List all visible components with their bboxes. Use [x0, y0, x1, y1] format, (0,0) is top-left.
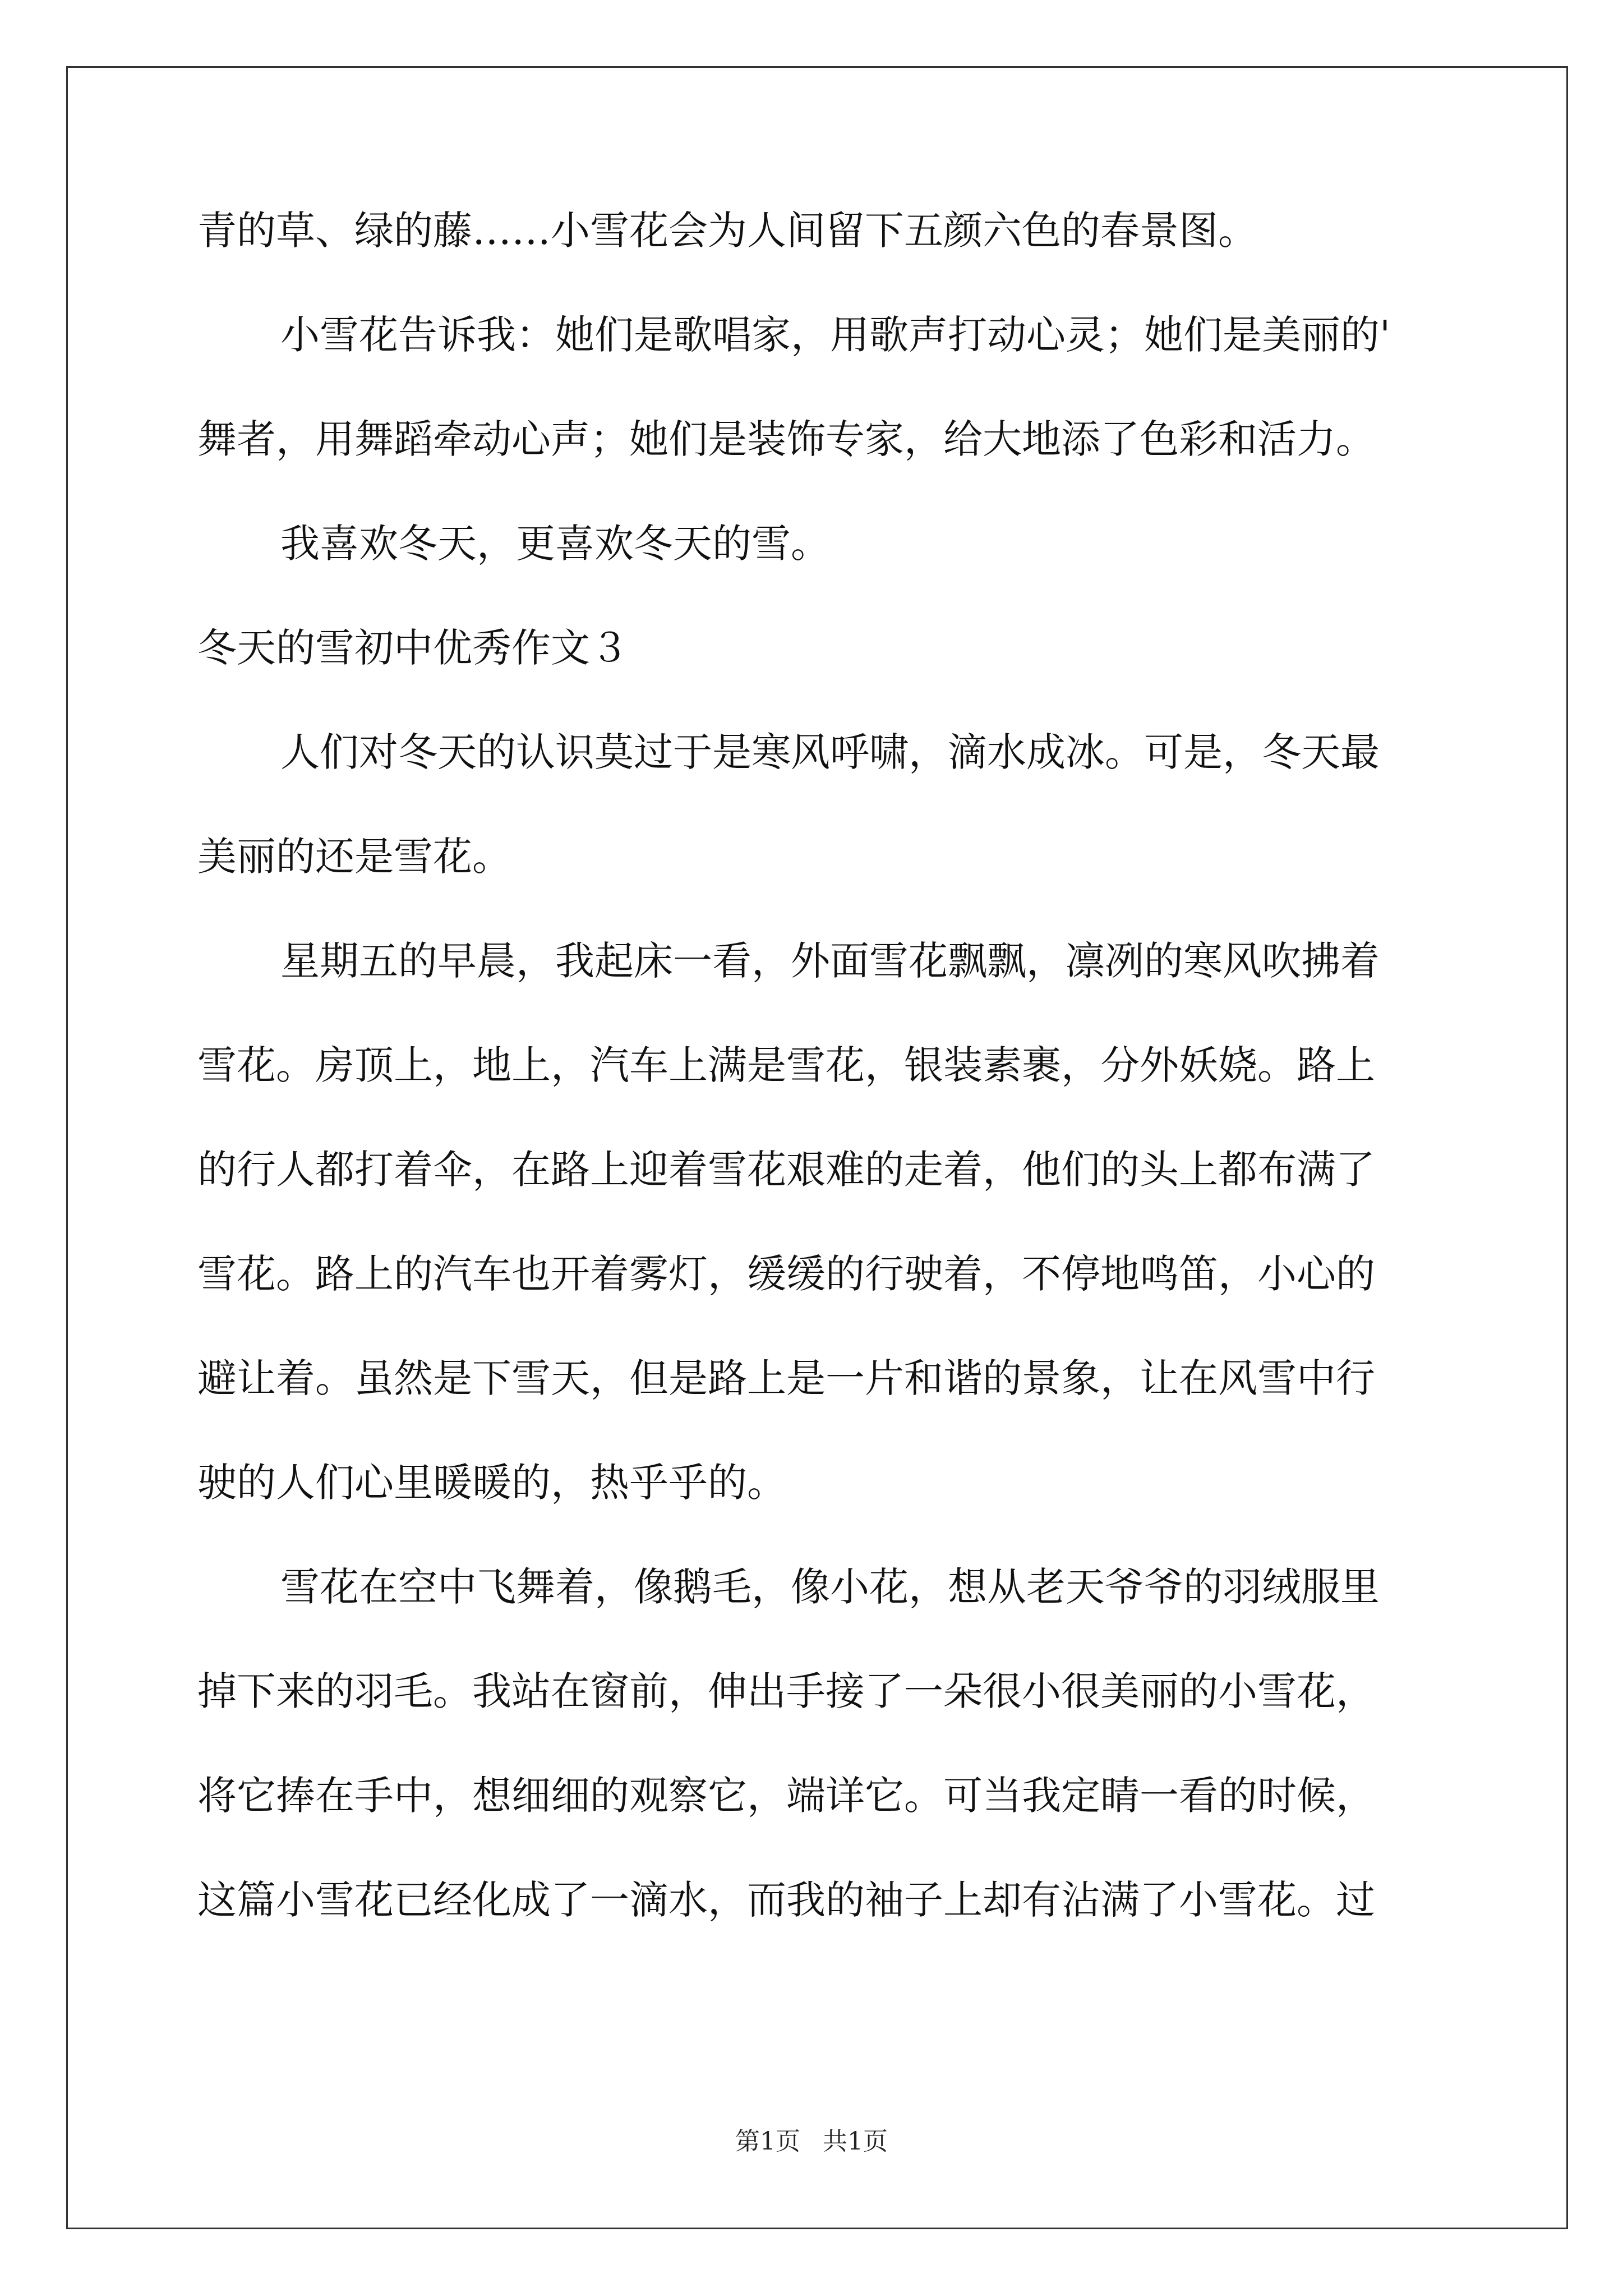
- text-line: 星期五的早晨，我起床一看，外面雪花飘飘，凛冽的寒风吹拂着: [280, 938, 1380, 984]
- text-line: 雪花。房顶上，地上，汽车上满是雪花，银装素裹，分外妖娆。路上: [197, 1042, 1375, 1088]
- text-line: 雪花在空中飞舞着，像鹅毛，像小花，想从老天爷爷的羽绒服里: [280, 1564, 1380, 1610]
- text-line: 我喜欢冬天，更喜欢冬天的雪。: [280, 521, 830, 567]
- text-line: 避让着。虽然是下雪天，但是路上是一片和谐的景象，让在风雪中行: [197, 1355, 1375, 1401]
- page-footer: [0, 2126, 1623, 2157]
- text-line: 小雪花告诉我：她们是歌唱家，用歌声打动心灵；她们是美丽的': [280, 312, 1391, 358]
- text-line: 舞者，用舞蹈牵动心声；她们是装饰专家，给大地添了色彩和活力。: [197, 416, 1375, 462]
- text-line: 这篇小雪花已经化成了一滴水，而我的袖子上却有沾满了小雪花。过: [197, 1877, 1375, 1923]
- text-line: 青的草、绿的藤……小雪花会为人间留下五颜六色的春景图。: [197, 208, 1257, 254]
- text-line: 美丽的还是雪花。: [197, 834, 511, 880]
- text-line: 的行人都打着伞，在路上迎着雪花艰难的走着，他们的头上都布满了: [197, 1147, 1375, 1193]
- page-number-current: 第1页: [735, 2127, 800, 2156]
- text-line: 人们对冬天的认识莫过于是寒风呼啸，滴水成冰。可是，冬天最: [280, 729, 1380, 775]
- section-heading: 冬天的雪初中优秀作文３: [197, 625, 629, 671]
- page-number-total: 共1页: [823, 2127, 888, 2156]
- text-line: 将它捧在手中，想细细的观察它，端详它。可当我定睛一看的时候，: [197, 1773, 1375, 1819]
- text-line: 驶的人们心里暖暖的，热乎乎的。: [197, 1460, 786, 1506]
- text-line: 雪花。路上的汽车也开着雾灯，缓缓的行驶着，不停地鸣笛，小心的: [197, 1251, 1375, 1297]
- text-line: 掉下来的羽毛。我站在窗前，伸出手接了一朵很小很美丽的小雪花，: [197, 1668, 1375, 1714]
